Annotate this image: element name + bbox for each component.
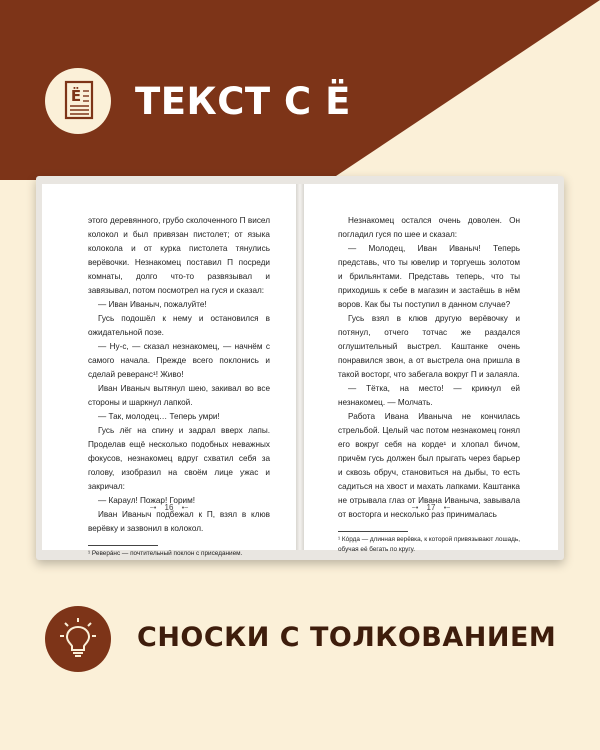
paragraph: Гусь подошёл к нему и остановился в ожидательной позе. <box>88 314 270 337</box>
paragraph: — Ну-с, — сказал незнакомец, — начнём с самого начала. Прежде всего поклонись и сделай реверанс¹! Живо! <box>88 342 270 379</box>
book-spine <box>296 184 304 550</box>
paragraph: Иван Иваныч подбежал к П, взял в клюв верёвку и зазвонил в колокол. <box>88 510 270 533</box>
paragraph: — Молодец, Иван Иваныч! Теперь представь, что ты ювелир и торгуешь золотом и брильянтами. Представь теперь, что ты приходишь к себе в магазин и застаёшь в нём воров. Как бы ты поступил в данном случае? <box>338 244 520 309</box>
paragraph: Гусь лёг на спину и задрал вверх лапы. Проделав ещё несколько подобных неважных фокусов, незнакомец вдруг схватил себя за голову, изобразил на своём лице ужас и закричал: <box>88 426 270 491</box>
svg-text:Ё: Ё <box>70 87 82 105</box>
paragraph: Иван Иваныч вытянул шею, закивал во все стороны и шаркнул лапкой. <box>88 384 270 407</box>
footnote-rule <box>88 545 158 546</box>
bottom-badge <box>45 606 111 672</box>
headline-text-footnotes: СНОСКИ С ТОЛКОВАНИЕМ <box>137 622 557 653</box>
footnote: ¹ Кóрда — длинная верёвка, к которой привязывают лошадь, обучая её бегать по кругу. <box>338 536 520 553</box>
paragraph: — Иван Иваныч, пожалуйте! <box>98 300 207 309</box>
paragraph: Работа Ивана Иваныча не кончилась стрельбой. Целый час потом незнакомец гонял его вокруг себя на корде¹ и хлопал бичом, причём гусь должен был прыгать через барьер и сквозь обруч, становиться на дыбы, то есть садиться на хвост и махать лапками. Каштанка не отрывала глаз от Ивана Иваныча, завывала от восторга и несколько раз принималась <box>338 412 520 519</box>
paragraph: этого деревянного, грубо сколоченного П висел колокол и был привязан пистолет; от языка колокола и от курка пистолета тянулись верёвочки. Незнакомец поставил П посреди комнаты, долго что-то развязывал и завязывал, потом посмотрел на гуся и сказал: <box>88 216 270 295</box>
ornament-icon: ~• <box>411 505 419 512</box>
paragraph: — Караул! Пожар! Горим! <box>98 496 195 505</box>
left-page <box>42 184 296 557</box>
page-number: 16 <box>164 503 174 512</box>
page-number: 17 <box>426 503 436 512</box>
ornament-icon: •~ <box>443 505 451 512</box>
paragraph: Незнакомец остался очень доволен. Он погладил гуся по шее и сказал: <box>338 216 520 239</box>
top-badge <box>45 68 111 134</box>
headline-text-yo: ТЕКСТ С Ё <box>135 80 351 123</box>
paragraph: — Тётка, на место! — крикнул ей незнакомец. — Молчать. <box>338 384 520 407</box>
footnote-rule <box>338 531 408 532</box>
paragraph: Гусь взял в клюв другую верёвочку и потянул, отчего тотчас же раздался оглушительный выстрел. Каштанке очень понравился звон, а от выстрела она пришла в такой восторг, что забегала вокруг П и залаяла. <box>338 314 520 379</box>
paragraph: — Так, молодец… Теперь умри! <box>98 412 220 421</box>
right-page <box>304 184 558 553</box>
ornament-icon: ~• <box>149 505 157 512</box>
footnote: ¹ Реверáнс — почтительный поклон с приседанием. <box>88 550 243 557</box>
page-number-left <box>42 501 296 516</box>
document-yo-icon <box>45 68 111 134</box>
page-number-right <box>304 501 558 516</box>
ornament-icon: •~ <box>181 505 189 512</box>
lightbulb-icon <box>45 606 111 672</box>
book-spread <box>36 176 564 560</box>
